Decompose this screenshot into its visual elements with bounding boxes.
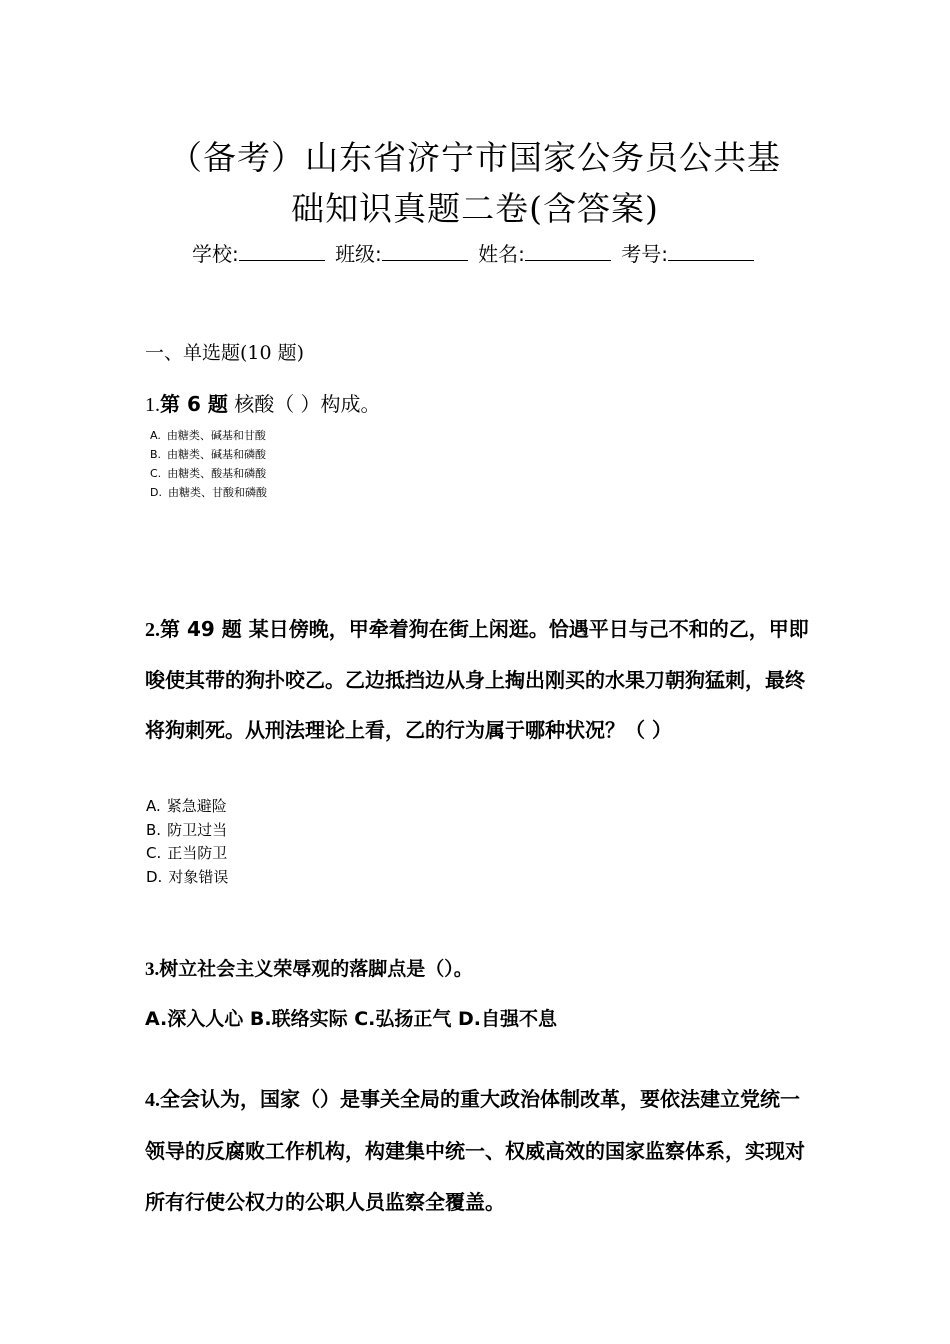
- section-title: 一、单选题(10 题): [145, 342, 305, 364]
- option-b: B. 由糖类、碱基和磷酸: [150, 448, 267, 461]
- question-3: [145, 954, 810, 981]
- exam-number-label: 考号:: [621, 242, 669, 266]
- question-1: [145, 388, 810, 417]
- question-4-text: 全会认为，国家（）是事关全局的重大政治体制改革，要依法建立党统一领导的反腐败工作机构，构建集中统一、权威高效的国家监察体系，实现对所有行使公权力的公职人员监察全覆盖。: [145, 1087, 805, 1214]
- question-1-options: [150, 426, 267, 502]
- question-3-text: 树立社会主义荣辱观的落脚点是（）。: [159, 958, 473, 980]
- option-b: B. 防卫过当: [146, 820, 228, 839]
- exam-number-blank: [668, 242, 754, 261]
- document-title-line-2: 础知识真题二卷(含答案): [291, 189, 659, 228]
- option-a: A. 由糖类、碱基和甘酸: [150, 429, 266, 442]
- option-c: C. 正当防卫: [146, 844, 228, 862]
- name-blank: [525, 242, 611, 261]
- option-a: A. 紧急避险: [146, 797, 227, 815]
- question-2-options: [146, 795, 228, 889]
- document-title-line-1: （备考）山东省济宁市国家公务员公共基: [169, 138, 781, 177]
- name-label: 姓名:: [478, 242, 525, 266]
- class-label: 班级:: [335, 242, 382, 266]
- question-1-prefix: 第 6 题: [160, 392, 228, 416]
- student-info-line: [0, 238, 950, 267]
- school-label: 学校:: [191, 242, 239, 266]
- question-2-text: 第 49 题 某日傍晚，甲牵着狗在街上闲逛。恰遇平日与己不和的乙，甲即唆使其带的狗扑咬乙。乙边抵挡边从身上掏出刚买的水果刀朝狗猛刺，最终将狗刺死。从刑法理论上看，乙的行为属于哪种状况？（ ）: [145, 617, 809, 742]
- option-d: D. 由糖类、甘酸和磷酸: [150, 486, 267, 499]
- class-blank: [382, 242, 468, 261]
- question-3-options: A.深入人心 B.联络实际 C.弘扬正气 D.自强不息: [145, 1008, 557, 1030]
- school-blank: [239, 242, 325, 261]
- question-3-number: 3.: [145, 959, 160, 980]
- question-4-number: 4.: [145, 1089, 160, 1111]
- option-d: D. 对象错误: [146, 867, 229, 886]
- question-2: [145, 604, 810, 755]
- question-1-text: 核酸（ ）构成。: [227, 392, 381, 416]
- question-2-number: 2.: [145, 619, 160, 641]
- option-c: C. 由糖类、酸基和磷酸: [150, 467, 267, 480]
- question-4: [145, 1074, 810, 1228]
- question-1-number: 1.: [145, 394, 160, 416]
